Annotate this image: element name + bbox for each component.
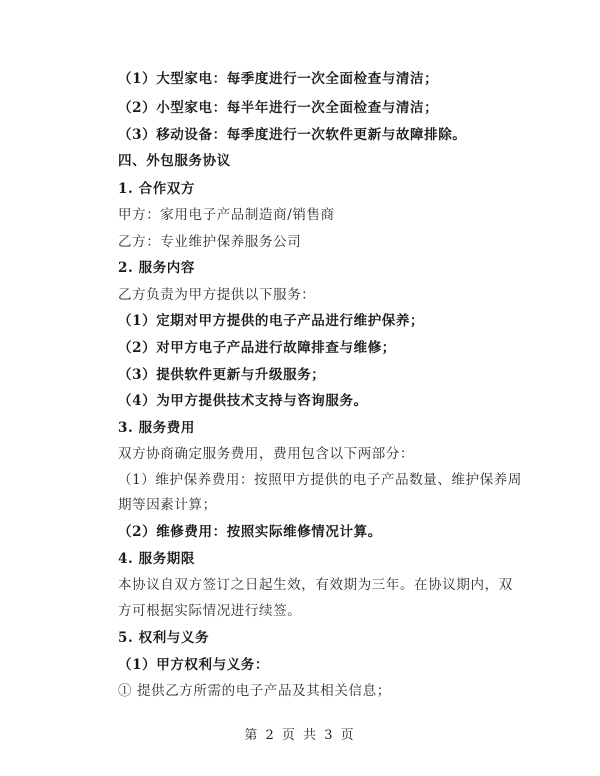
text-line: 乙方负责为甲方提供以下服务： xyxy=(118,287,316,303)
text-line: 甲方：家用电子产品制造商/销售商 xyxy=(118,207,335,223)
text-line: （3）移动设备：每季度进行一次软件更新与故障排除。 xyxy=(118,127,467,143)
text-line: （4）为甲方提供技术支持与咨询服务。 xyxy=(118,393,368,409)
text-line: （2）维修费用：按照实际维修情况计算。 xyxy=(118,524,382,540)
subsection-heading: 3. 服务费用 xyxy=(118,420,195,436)
text-line: （1）定期对甲方提供的电子产品进行维护保养； xyxy=(118,313,425,329)
text-line: 本协议自双方签订之日起生效，有效期为三年。在协议期内，双 xyxy=(118,577,513,593)
subsection-heading: 2. 服务内容 xyxy=(118,260,195,276)
text-line: （3）提供软件更新与升级服务； xyxy=(118,367,326,383)
text-line: 期等因素计算； xyxy=(118,497,217,513)
page-footer: 第 2 页 共 3 页 xyxy=(244,728,356,743)
text-line: （1）大型家电：每季度进行一次全面检查与清洁； xyxy=(118,71,439,87)
subsection-heading: 1. 合作双方 xyxy=(118,181,195,197)
subsection-heading: 5. 权利与义务 xyxy=(118,630,210,646)
text-line: （2）小型家电：每半年进行一次全面检查与清洁； xyxy=(118,100,439,116)
text-line: ① 提供乙方所需的电子产品及其相关信息； xyxy=(118,683,391,699)
text-line: 双方协商确定服务费用，费用包含以下两部分： xyxy=(118,446,415,462)
text-line: （1）维护保养费用：按照甲方提供的电子产品数量、维护保养周 xyxy=(118,472,522,488)
text-line: 乙方：专业维护保养服务公司 xyxy=(118,234,302,250)
text-line: （1）甲方权利与义务： xyxy=(118,657,269,673)
text-line: （2）对甲方电子产品进行故障排查与维修； xyxy=(118,340,396,356)
subsection-heading: 4. 服务期限 xyxy=(118,551,195,567)
text-line: 方可根据实际情况进行续签。 xyxy=(118,603,302,619)
section-heading: 四、外包服务协议 xyxy=(118,153,231,169)
